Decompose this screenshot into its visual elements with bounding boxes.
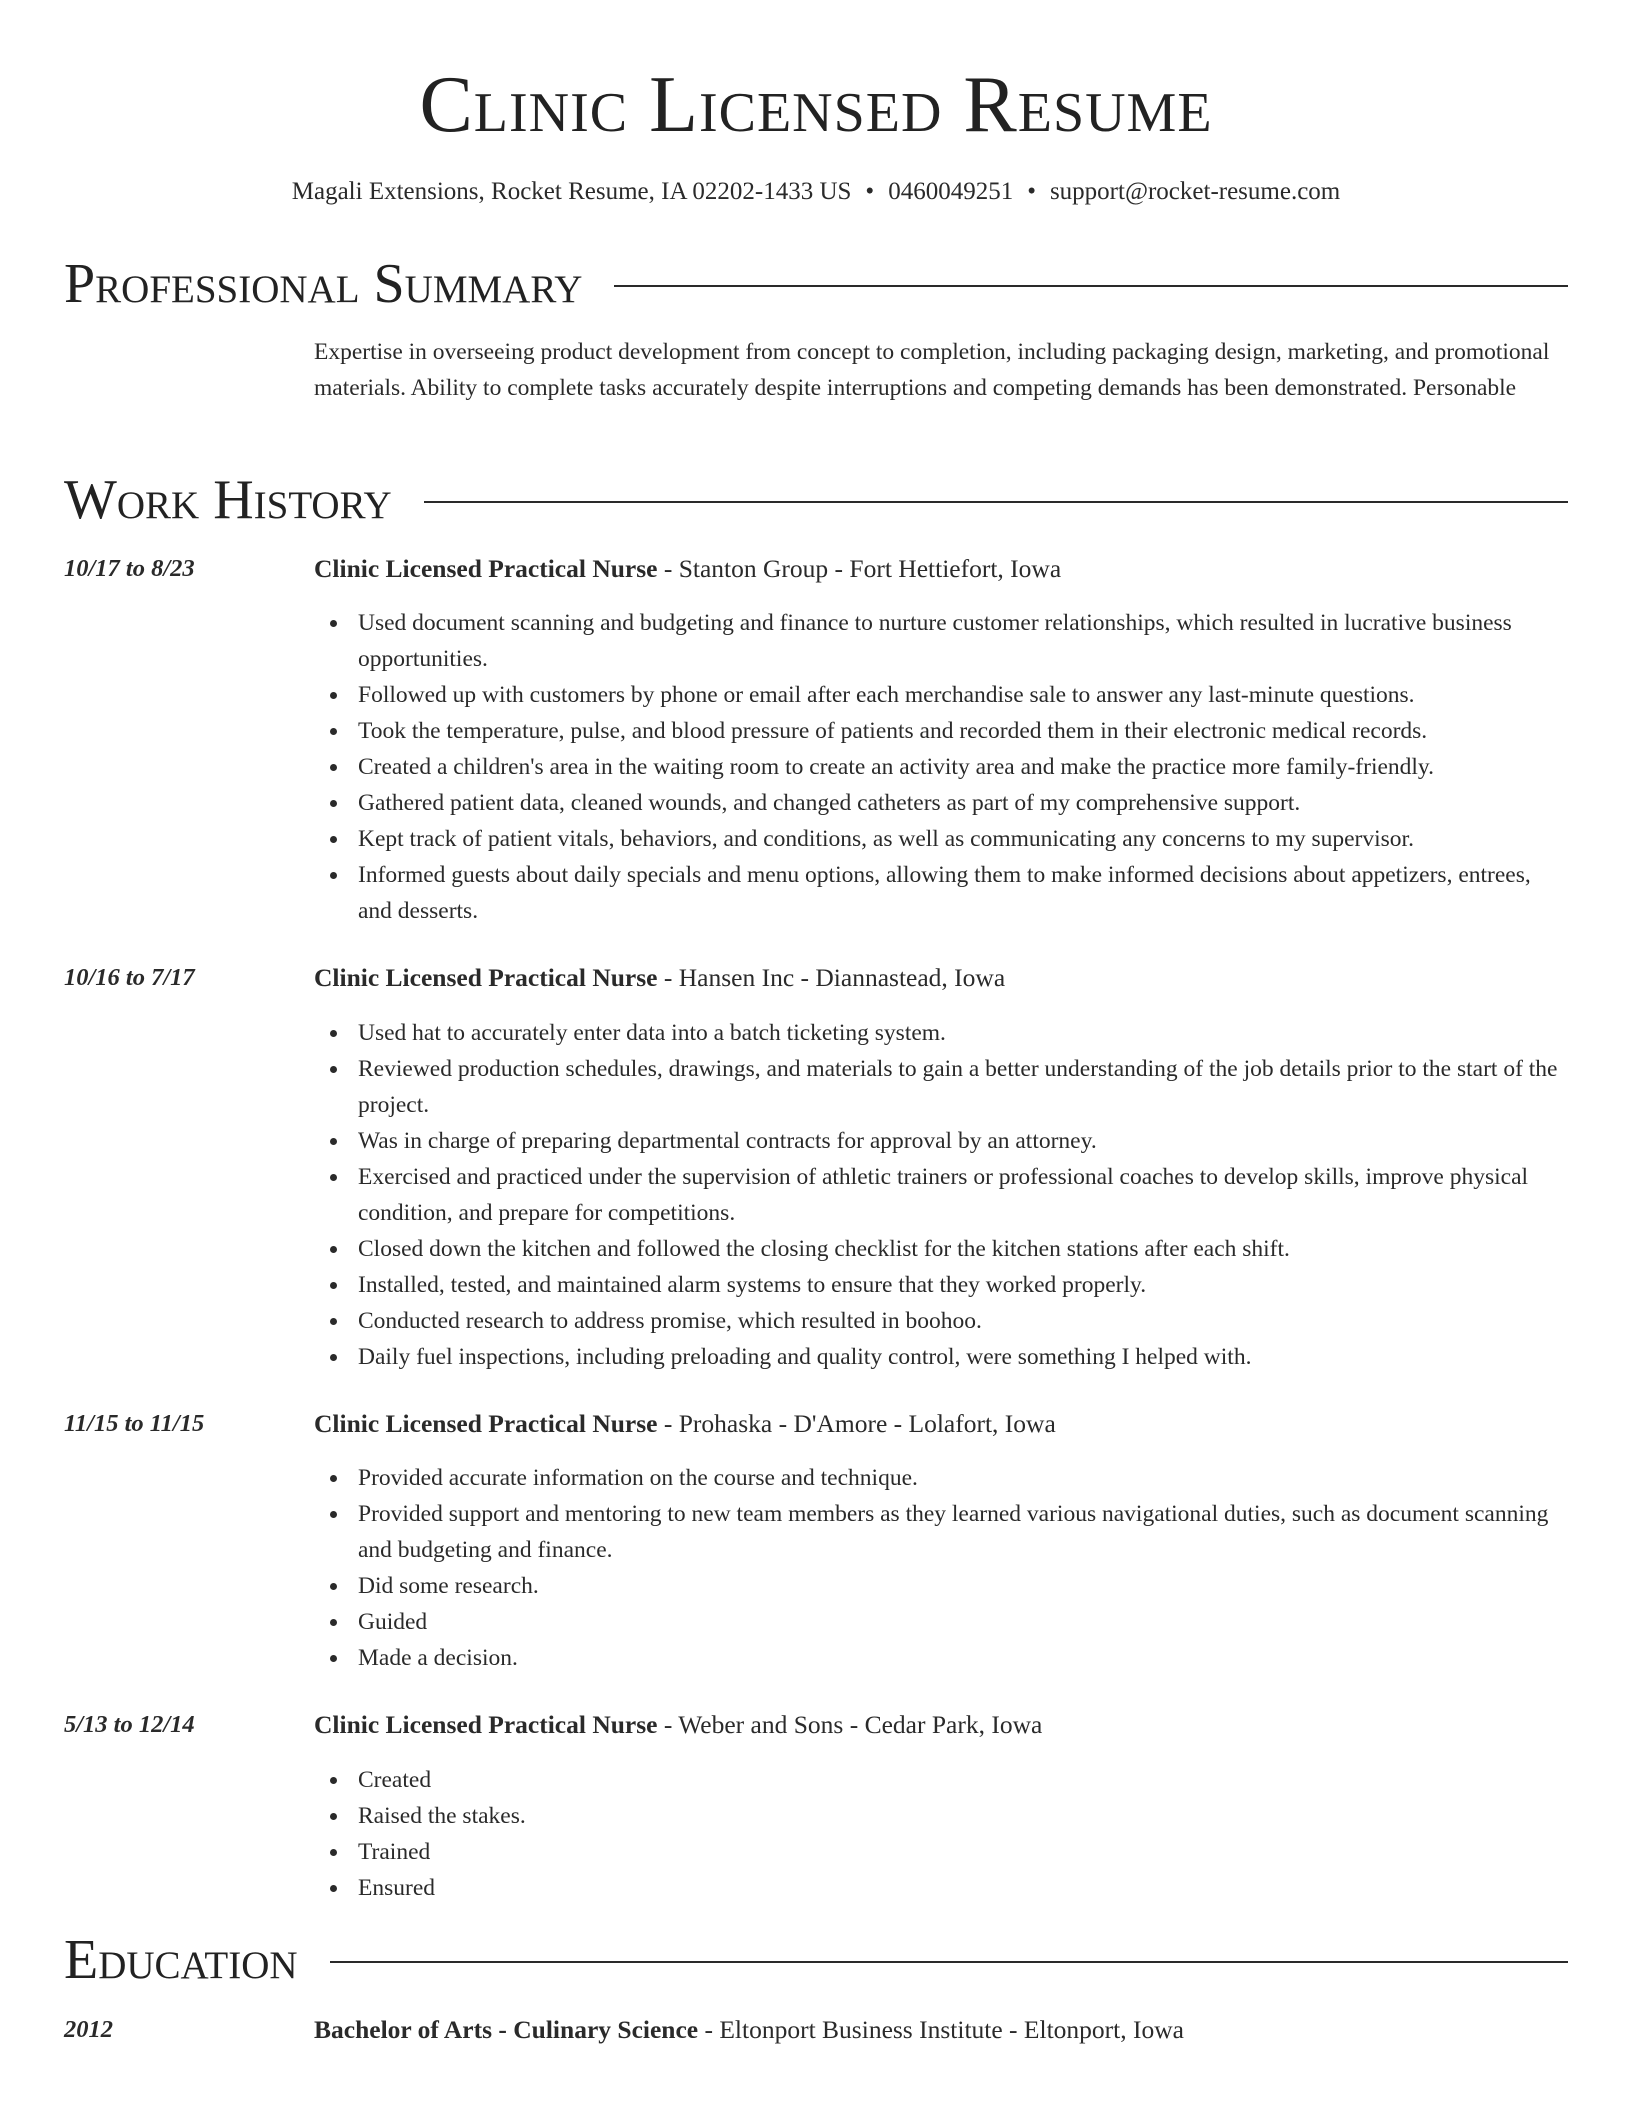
job-employer: - Prohaska - D'Amore - Lolafort, Iowa: [657, 1409, 1056, 1438]
section-heading-education: [64, 1930, 1568, 1990]
list-item: Used hat to accurately enter data into a batch ticketing system.: [358, 1015, 1568, 1051]
section-title: Education: [64, 1929, 298, 1991]
resume-title: Clinic Licensed Resume: [419, 61, 1213, 149]
list-item: Reviewed production schedules, drawings, and materials to gain a better understanding of the job details prior to the start of the project.: [358, 1051, 1568, 1123]
section-divider: [424, 501, 1568, 503]
job-title: Clinic Licensed Practical Nurse: [314, 963, 658, 992]
list-item: Raised the stakes.: [358, 1798, 1568, 1834]
job-dates: 10/17 to 8/23: [64, 555, 195, 582]
list-item: Created a children's area in the waiting room to create an activity area and make the practice more family-friendly.: [358, 749, 1568, 785]
education-heading: [314, 2014, 1568, 2046]
list-item: Conducted research to address promise, which resulted in boohoo.: [358, 1303, 1568, 1339]
job-bullets: [314, 1762, 1568, 1906]
education-year: 2012: [64, 2016, 113, 2043]
job-heading: [314, 1709, 1568, 1741]
list-item: Installed, tested, and maintained alarm systems to ensure that they worked properly.: [358, 1267, 1568, 1303]
section-title: Professional Summary: [64, 253, 583, 315]
section-heading-work-history: [64, 470, 1568, 530]
section-heading-summary: [64, 254, 1568, 314]
list-item: Created: [358, 1762, 1568, 1798]
list-item: Provided accurate information on the course and technique.: [358, 1460, 1568, 1496]
job-heading: [314, 553, 1568, 585]
contact-line: [64, 176, 1568, 208]
contact-separator: •: [1027, 178, 1036, 205]
list-item: Took the temperature, pulse, and blood pressure of patients and recorded them in their electronic medical records.: [358, 713, 1568, 749]
contact-email: support@rocket-resume.com: [1049, 178, 1341, 205]
list-item: Made a decision.: [358, 1640, 1568, 1676]
job-employer: - Hansen Inc - Diannastead, Iowa: [657, 963, 1006, 992]
summary-text: Expertise in overseeing product development from concept to completion, including packaging design, marketing, and promotional materials. Ability to complete tasks accurately despite interruptions and competing demands has been demonstrated. Personable: [314, 339, 1550, 401]
job-bullets: [314, 605, 1568, 929]
job-title: Clinic Licensed Practical Nurse: [314, 1710, 658, 1739]
list-item: Ensured: [358, 1870, 1568, 1906]
education-institution: - Eltonport Business Institute - Eltonport, Iowa: [698, 2015, 1184, 2044]
list-item: Closed down the kitchen and followed the closing checklist for the kitchen stations after each shift.: [358, 1231, 1568, 1267]
job-title: Clinic Licensed Practical Nurse: [314, 554, 658, 583]
job-bullets: [314, 1460, 1568, 1676]
list-item: Trained: [358, 1834, 1568, 1870]
contact-separator: •: [865, 178, 875, 205]
list-item: Daily fuel inspections, including preloading and quality control, were something I helped with.: [358, 1339, 1568, 1375]
list-item: Followed up with customers by phone or email after each merchandise sale to answer any last-minute questions.: [358, 677, 1568, 713]
section-divider: [614, 285, 1568, 287]
list-item: Did some research.: [358, 1568, 1568, 1604]
job-dates: 5/13 to 12/14: [64, 1711, 195, 1738]
contact-address: Magali Extensions, Rocket Resume, IA 02202-1433 US: [291, 178, 852, 205]
section-divider: [330, 1961, 1568, 1963]
list-item: Guided: [358, 1604, 1568, 1640]
job-employer: - Weber and Sons - Cedar Park, Iowa: [657, 1710, 1043, 1739]
list-item: Gathered patient data, cleaned wounds, and changed catheters as part of my comprehensive support.: [358, 785, 1568, 821]
list-item: Exercised and practiced under the supervision of athletic trainers or professional coaches to develop skills, improve physical condition, and prepare for competitions.: [358, 1159, 1568, 1231]
contact-phone: 0460049251: [888, 178, 1014, 205]
job-dates: 11/15 to 11/15: [64, 1410, 205, 1437]
section-title: Work History: [64, 469, 392, 531]
education-degree: Bachelor of Arts - Culinary Science: [314, 2015, 699, 2044]
list-item: Was in charge of preparing departmental contracts for approval by an attorney.: [358, 1123, 1568, 1159]
job-employer: - Stanton Group - Fort Hettiefort, Iowa: [657, 554, 1062, 583]
job-title: Clinic Licensed Practical Nurse: [314, 1409, 658, 1438]
list-item: Provided support and mentoring to new team members as they learned various navigational duties, such as document scanning and budgeting and finance.: [358, 1496, 1568, 1568]
job-dates: 10/16 to 7/17: [64, 964, 195, 991]
list-item: Informed guests about daily specials and menu options, allowing them to make informed decisions about appetizers, entrees, and desserts.: [358, 857, 1568, 929]
job-heading: [314, 962, 1568, 994]
job-bullets: [314, 1015, 1568, 1375]
list-item: Kept track of patient vitals, behaviors, and conditions, as well as communicating any concerns to my supervisor.: [358, 821, 1568, 857]
job-heading: [314, 1408, 1568, 1440]
list-item: Used document scanning and budgeting and finance to nurture customer relationships, which resulted in lucrative business opportunities.: [358, 605, 1568, 677]
